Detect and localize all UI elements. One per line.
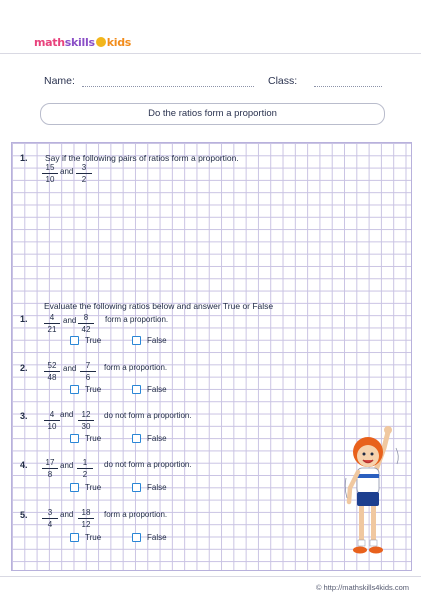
true-checkbox[interactable] xyxy=(70,533,79,542)
fraction-bar xyxy=(77,468,93,469)
numerator: 52 xyxy=(47,361,57,370)
question-number: 4. xyxy=(20,460,28,470)
question-fraction-b xyxy=(80,361,96,382)
denominator: 10 xyxy=(47,422,57,431)
numerator: 3 xyxy=(81,163,87,172)
numerator: 8 xyxy=(83,313,89,322)
fraction-bar xyxy=(44,371,60,372)
true-label: True xyxy=(85,483,102,492)
question-and: and xyxy=(63,316,77,325)
false-checkbox[interactable] xyxy=(132,434,141,443)
question-and: and xyxy=(60,410,74,419)
question-and: and xyxy=(60,510,74,519)
question-number: 1. xyxy=(20,314,28,324)
question-statement: form a proportion. xyxy=(104,510,168,519)
fraction-bar xyxy=(42,468,58,469)
logo-text-kids: kids xyxy=(106,36,132,49)
question-fraction-b xyxy=(77,458,93,479)
denominator: 30 xyxy=(81,422,91,431)
section1-instruction: Say if the following pairs of ratios form a proportion. xyxy=(45,153,239,163)
denominator: 42 xyxy=(81,325,91,334)
question-and: and xyxy=(63,364,77,373)
numerator: 12 xyxy=(81,410,91,419)
denominator: 2 xyxy=(82,470,88,479)
false-checkbox[interactable] xyxy=(132,533,141,542)
denominator: 6 xyxy=(85,373,91,382)
footer-divider xyxy=(0,576,421,577)
true-checkbox[interactable] xyxy=(70,385,79,394)
question-fraction-b xyxy=(78,508,94,529)
false-label: False xyxy=(147,336,167,345)
site-logo xyxy=(34,36,131,49)
question-statement: form a proportion. xyxy=(104,363,168,372)
fraction-bar xyxy=(78,518,94,519)
false-label: False xyxy=(147,483,167,492)
numerator: 3 xyxy=(47,508,53,517)
question-fraction-a xyxy=(42,458,58,479)
denominator: 48 xyxy=(47,373,57,382)
section2-instruction: Evaluate the following ratios below and answer True or False xyxy=(44,301,274,311)
question-fraction-b xyxy=(78,410,94,431)
false-checkbox[interactable] xyxy=(132,385,141,394)
name-label: Name: xyxy=(44,75,75,87)
fraction-bar xyxy=(42,518,58,519)
class-field[interactable] xyxy=(314,86,382,87)
true-label: True xyxy=(85,434,102,443)
fraction-bar xyxy=(80,371,96,372)
question-number: 5. xyxy=(20,510,28,520)
footer-url[interactable]: http://mathskills4kids.com xyxy=(323,583,409,592)
numerator: 18 xyxy=(81,508,91,517)
denominator: 8 xyxy=(47,470,53,479)
copyright-symbol: © xyxy=(316,583,322,592)
fraction-bar xyxy=(42,173,58,174)
worksheet-title: Do the ratios form a proportion xyxy=(40,103,385,125)
section1-and: and xyxy=(60,167,74,176)
false-label: False xyxy=(147,533,167,542)
class-label: Class: xyxy=(268,75,298,87)
numerator: 15 xyxy=(45,163,55,172)
denominator: 10 xyxy=(45,175,55,184)
question-statement: do not form a proportion. xyxy=(104,460,192,469)
numerator: 1 xyxy=(82,458,88,467)
logo-text-skills: skills xyxy=(64,36,95,49)
true-label: True xyxy=(85,385,102,394)
true-label: True xyxy=(85,336,102,345)
denominator: 12 xyxy=(81,520,91,529)
numerator: 4 xyxy=(49,410,55,419)
header-divider xyxy=(0,53,421,54)
denominator: 21 xyxy=(47,325,57,334)
denominator: 2 xyxy=(81,175,87,184)
true-checkbox[interactable] xyxy=(70,336,79,345)
false-checkbox[interactable] xyxy=(132,483,141,492)
logo-four-badge xyxy=(96,37,106,47)
numerator: 17 xyxy=(45,458,55,467)
section1-fraction-a xyxy=(42,163,58,184)
fraction-bar xyxy=(44,420,60,421)
logo-text-math: math xyxy=(34,36,65,49)
section1-number: 1. xyxy=(20,153,28,163)
true-checkbox[interactable] xyxy=(70,434,79,443)
false-checkbox[interactable] xyxy=(132,336,141,345)
section1-fraction-b xyxy=(76,163,92,184)
fraction-bar xyxy=(76,173,92,174)
fraction-bar xyxy=(44,323,60,324)
question-statement: do not form a proportion. xyxy=(104,411,192,420)
numerator: 7 xyxy=(85,361,91,370)
cartoon-kid-illustration xyxy=(344,418,404,564)
question-fraction-a xyxy=(44,313,60,334)
footer xyxy=(316,583,409,592)
question-and: and xyxy=(60,461,74,470)
fraction-bar xyxy=(78,323,94,324)
question-number: 3. xyxy=(20,411,28,421)
question-number: 2. xyxy=(20,363,28,373)
true-label: True xyxy=(85,533,102,542)
question-fraction-a xyxy=(42,508,58,529)
true-checkbox[interactable] xyxy=(70,483,79,492)
false-label: False xyxy=(147,434,167,443)
fraction-bar xyxy=(78,420,94,421)
denominator: 4 xyxy=(47,520,53,529)
question-fraction-b xyxy=(78,313,94,334)
false-label: False xyxy=(147,385,167,394)
name-field[interactable] xyxy=(82,86,254,87)
question-fraction-a xyxy=(44,410,60,431)
question-fraction-a xyxy=(44,361,60,382)
question-statement: form a proportion. xyxy=(105,315,169,324)
numerator: 4 xyxy=(49,313,55,322)
